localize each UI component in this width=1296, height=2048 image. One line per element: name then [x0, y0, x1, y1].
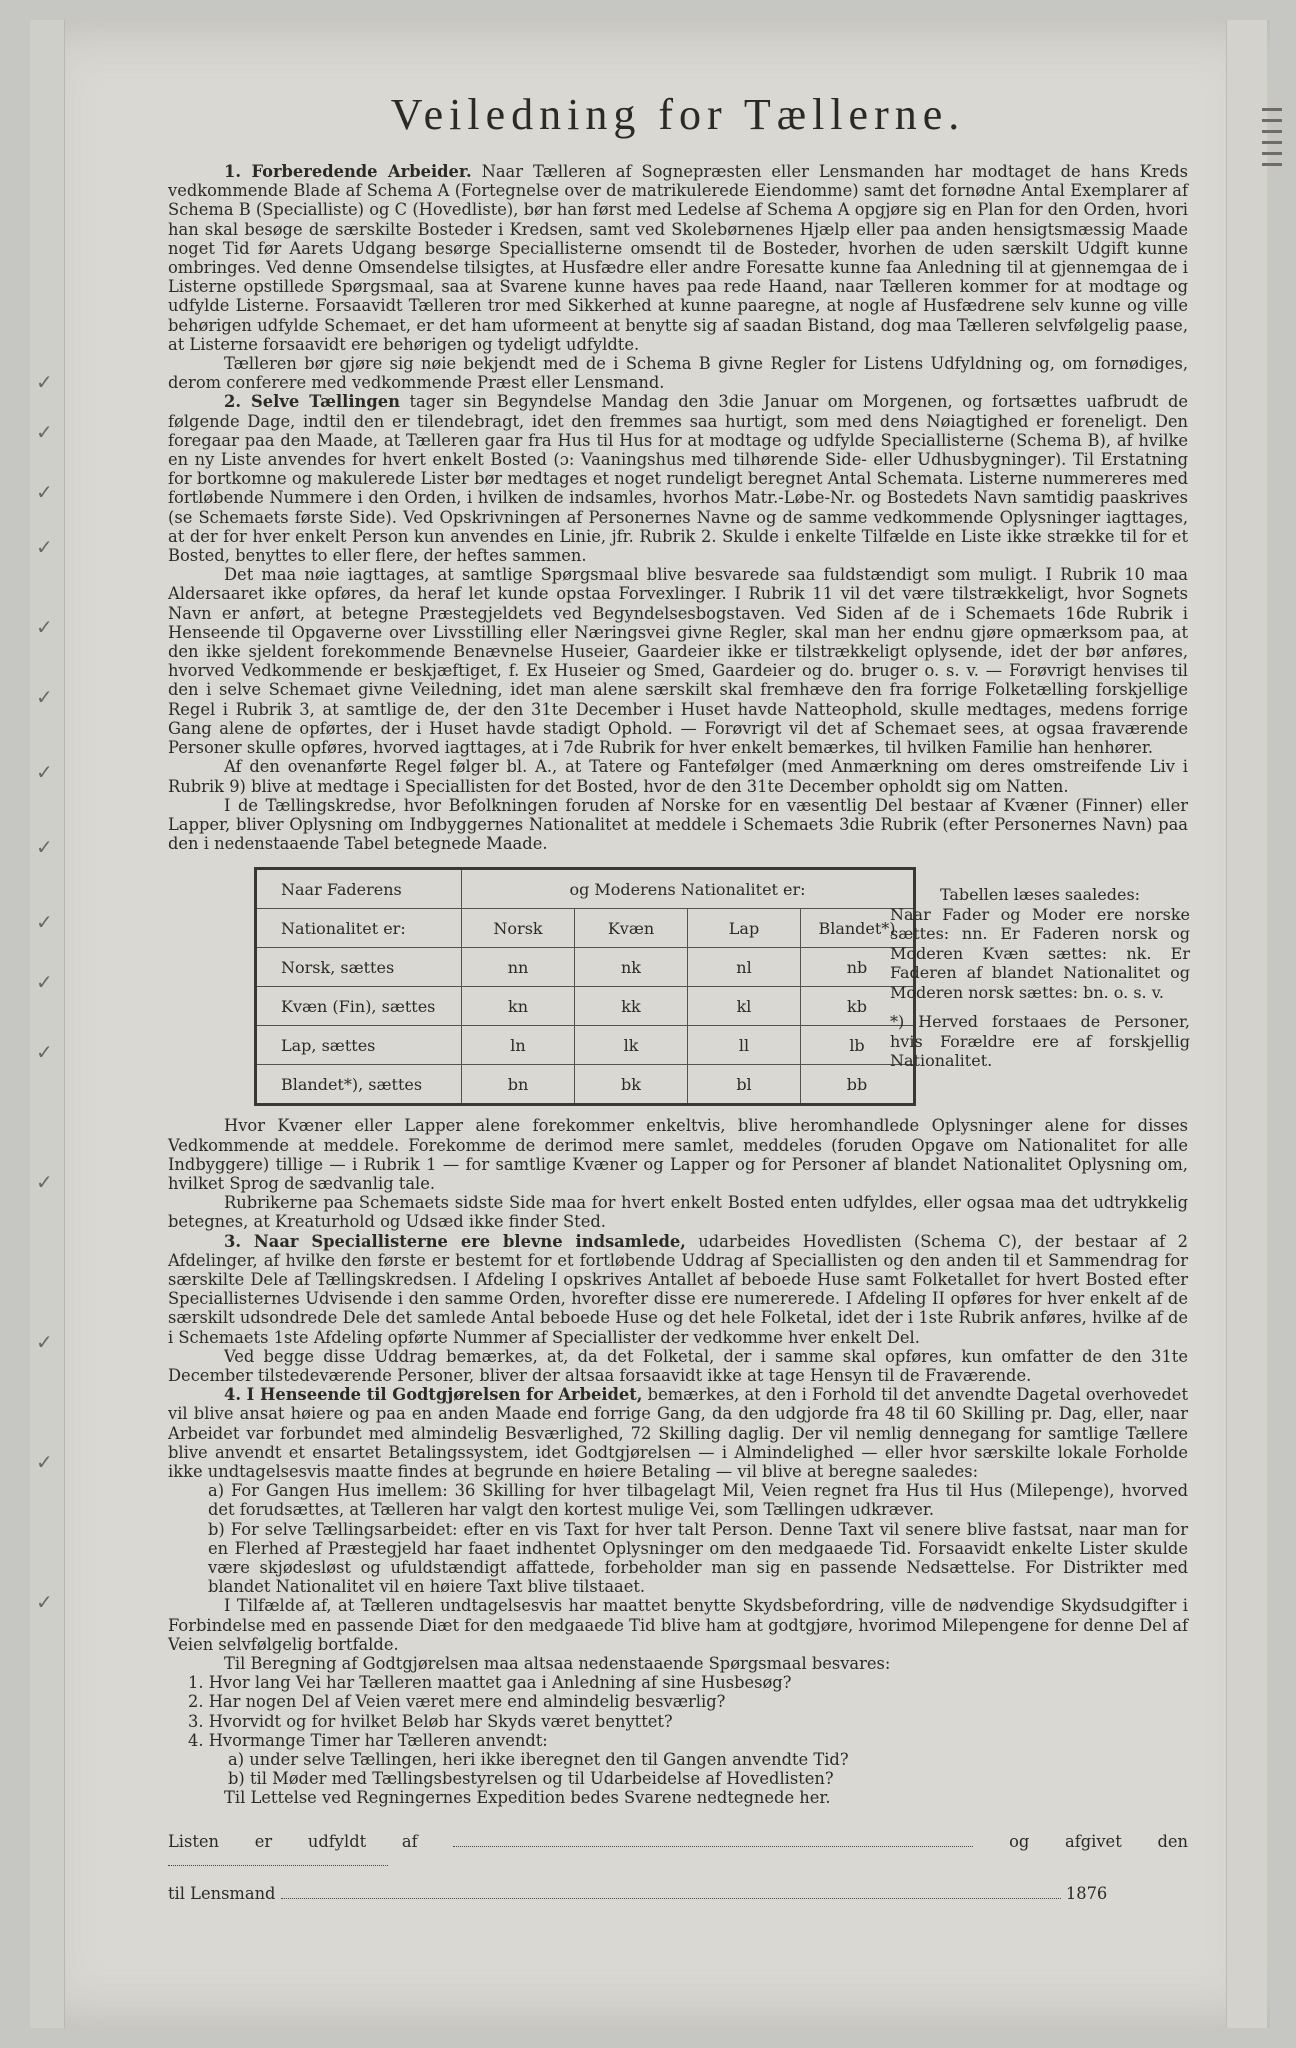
list-item: 1. Hvor lang Vei har Tælleren maattet gaa i Anledning af sine Husbesøg?: [188, 1673, 792, 1693]
section-4-item-a: a) For Gangen Hus imellem: 36 Skilling for hver tilbagelagt Mil, Veien regnet fra Hus til Hus (Milepenge), hvorved det forudsættes, at Tælleren har valgt den kortest mulige Vei, som Tællingen udkræver.: [208, 1481, 1188, 1520]
section-1-para-1: [168, 162, 1188, 354]
tick-mark: ✓: [36, 835, 53, 859]
tick-mark: ✓: [36, 1590, 53, 1614]
section-4-para-3: Til Beregning af Godtgjørelsen maa altsaa nedenstaaende Spørgsmaal besvares:: [224, 1654, 891, 1673]
delivered-label: og afgivet den: [1009, 1831, 1188, 1851]
section-4-item-b: b) For selve Tællingsarbeidet: efter en vis Taxt for hver talt Person. Denne Taxt vil senere blive fastsat, naar man for en Flerhed af Præstegjeld har faaet indhentet Oplysninger om den medgaaede Tid. Forsaavidt enkelte Lister skulde være skjødesløst og ufuldstændigt affattede, forbeholder man sig en passende Nedsættelse. For Distrikter med blandet Nationalitet vil en høiere Taxt blive tilstaaet.: [208, 1519, 1188, 1597]
table-row: [256, 1065, 915, 1105]
list-item: 2. Har nogen Del af Veien været mere end almindelig besværlig?: [188, 1692, 726, 1712]
lensmand-label: til Lensmand: [168, 1884, 276, 1904]
tick-mark: ✓: [36, 480, 53, 504]
table-cell: bn: [462, 1065, 575, 1105]
filled-by-label: Listen er udfyldt af: [168, 1831, 418, 1851]
page-title: Veiledning for Tællerne.: [390, 90, 966, 139]
row-label: Norsk, sættes: [256, 948, 462, 987]
section-2-text: tager sin Begyndelse Mandag den 3die Januar om Morgenen, og fortsættes uafbrudt de følgende Dage, indtil den er tilendebragt, idet den fremmes saa hurtigt, som med dens Nøiagtighed er foreneligt. Den foregaar paa den Maade, at Tælleren gaar fra Hus til Hus for at modtage og udfylde Speciallisterne (Schema B), af hvilke en ny Liste anvendes for hvert enkelt Bosted (ɔ: Vaaningshus med tilhørende Side- eller Udhusbygninger). Til Erstatning for bortkomne og makulerede Lister bør medtages et noget rundeligt beregnet Antal Schemata. Listerne nummereres med fortløbende Nummere i den Orden, i hvilken de indsamles, hvorhos Matr.-Løbe-Nr. og Bostedets Navn samtidig paaskrives (se Schemaets første Side). Ved Opskrivningen af Personernes Navne og de samme vedkommende Oplysninger iagttages, at der for hver enkelt Person kun anvendes en Linie, jfr. Rubrik 2. Skulde i enkelte Tilfælde en Liste ikke strække til for et Bosted, benyttes to eller flere, der heftes sammen.: [168, 392, 1188, 566]
tick-mark: ✓: [36, 1330, 53, 1354]
table-cell: lk: [575, 1026, 688, 1065]
table-cell: ln: [462, 1026, 575, 1065]
year: 1876: [1065, 1884, 1108, 1904]
table-header-father: Naar Faderens: [256, 869, 462, 909]
list-item: b) til Møder med Tællingsbestyrelsen og til Udarbeidelse af Hovedlisten?: [228, 1769, 834, 1789]
filled-by-blank[interactable]: [453, 1846, 973, 1847]
section-4-para-1: [168, 1385, 1188, 1481]
table-col-header: Kvæn: [575, 909, 688, 948]
filled-by-line: [168, 1832, 1188, 1870]
question-list: [168, 1673, 1188, 1807]
lensmand-line: [168, 1884, 1188, 1903]
table-cell: kb: [801, 987, 915, 1026]
table-col-header: Norsk: [462, 909, 575, 948]
section-2-heading: 2. Selve Tællingen: [224, 392, 400, 412]
table-col-header: Blandet*): [801, 909, 915, 948]
row-label: Blandet*), sættes: [256, 1065, 462, 1105]
closing-note: Til Lettelse ved Regningernes Expedition bedes Svarene nedtegnede her.: [224, 1788, 831, 1808]
table-cell: kn: [462, 987, 575, 1026]
section-2-para-5: Hvor Kvæner eller Lapper alene forekommer enkeltvis, blive heromhandlede Oplysninger alene for disses Vedkommende at meddele. Forekomme de derimod mere samlet, meddeles (foruden Opgave om Nationalitet for alle Indbyggere) tillige — i Rubrik 1 — for samtlige Kvæner og Lapper og for Personer af blandet Nationalitet Oplysning om, hvilket Sprog de sædvanlig tale.: [168, 1116, 1188, 1193]
section-1-heading: 1. Forberedende Arbeider.: [224, 162, 472, 181]
tick-mark: ✓: [36, 1450, 53, 1474]
section-4-text: bemærkes, at den i Forhold til det anvendte Dagetal overhovedet vil blive ansat høiere og paa en anden Maade end forrige Gang, da den udgjorde fra 48 til 60 Skilling pr. Dag, eller, naar Arbeidet var forbundet med almindelig Besværlighed, 72 Skilling daglig. Der vil nemlig dennegang for samtlige Tællere blive anvendt et ensartet Betalingssystem, idet Godtgjørelsen — i Almindelighed — eller hvor særskilte lokale Forholde ikke undtagelsesvis maatte findes at begrunde en høiere Betaling — vil blive at beregne saaledes:: [168, 1385, 1188, 1481]
table-cell: nb: [801, 948, 915, 987]
table-cell: lb: [801, 1026, 915, 1065]
binding-edge: [30, 20, 65, 2028]
table-row: [256, 948, 915, 987]
section-4-heading: 4. I Henseende til Godtgjørelsen for Arbeidet,: [224, 1385, 643, 1405]
table-explanation: [890, 885, 1190, 1071]
tick-mark: ✓: [36, 420, 53, 444]
section-3-para-2: Ved begge disse Uddrag bemærkes, at, da det Folketal, der i samme skal opføres, kun omfatter de den 31te December tilstedeværende Personer, bliver der altsaa forsaavidt ikke at tage Hensyn til de Fraværende.: [168, 1346, 1188, 1385]
nationality-table: [254, 867, 916, 1106]
row-label: Lap, sættes: [256, 1026, 462, 1065]
signature-block: [168, 1832, 1188, 1904]
table-cell: ll: [688, 1026, 801, 1065]
table-cell: nn: [462, 948, 575, 987]
section-2-para-3: Af den ovenanførte Regel følger bl. A., at Tatere og Fantefølger (med Anmærkning om deres omstreifende Liv i Rubrik 9) blive at medtage i Speciallisten for det Bosted, hvor de den 31te December opholdt sig om Natten.: [168, 757, 1188, 796]
section-3-heading: 3. Naar Speciallisterne ere blevne indsamlede,: [224, 1231, 686, 1251]
section-4-para-2: I Tilfælde af, at Tælleren undtagelsesvis har maattet benytte Skydsbefordring, ville de nødvendige Skydsudgifter i Forbindelse med en passende Diæt for den medgaaede Tid blive ham at godtgjøre, hvorimod Milepengene for denne Del af Veien selvfølgelig bortfalde.: [168, 1596, 1188, 1654]
table-cell: bl: [688, 1065, 801, 1105]
document-body: [168, 90, 1188, 1903]
section-3-text: udarbeides Hovedlisten (Schema C), der bestaar af 2 Afdelinger, af hvilke den første er bestemt for et fortløbende Uddrag af Speciallisten og den anden til et Sammendrag for særskilte Dele af Tællingskredsen. I Afdeling I opskrives Antallet af beboede Huse samt Folketallet for hvert Bosted efter Speciallisternes Udvisende i den samme Orden, hvorefter disse ere numererede. I Afdeling II opføres for hver enkelt af de særskilt udsondrede Dele det samlede Antal beboede Huse og det hele Folketal, idet der i 1ste Rubrik anføres, hvilke af de i Schemaets 1ste Afdeling opførte Nummer af Speciallister der vedkomme hver enkelt Del.: [168, 1231, 1188, 1347]
section-3-para-1: [168, 1232, 1188, 1347]
nationality-table-block: [168, 867, 1188, 1106]
tick-mark: ✓: [36, 685, 53, 709]
explanation-title: Tabellen læses saaledes:: [939, 885, 1141, 905]
explanation-text: Naar Fader og Moder ere norske sættes: nn. Er Faderen norsk og Moderen Kvæn sættes: nk. Er Faderen af blandet Nationalitet og Moderen norsk sættes: bn. o. s. v.: [890, 904, 1190, 1002]
section-1-text: Naar Tælleren af Sognepræsten eller Lensmanden har modtaget de hans Kreds vedkommende Blade af Schema A (Fortegnelse over de matrikulerede Eiendomme) samt det fornødne Antal Exemplarer af Schema B (Specialliste) og C (Hovedliste), bør han først med Ledelse af Schema A opgjøre sig en Plan for den Orden, hvori han skal besøge de særskilte Bosteder i Kredsen, samt ved Skolebørnenes Hjælp eller paa anden hensigtsmæssig Maade noget Tid før Aarets Udgang besørge Speciallisterne omsendt til de Bosteder, hvorhen de uden særskilt Udgift kunne ombringes. Ved denne Omsendelse tilsigtes, at Husfædre eller andre Foresatte kunne faa Anledning til at gjennemgaa de i Listerne opstillede Spørgsmaal, saa at Svarene kunne haves paa rede Haand, naar Tælleren kommer for at modtage og udfylde Listerne. Forsaavidt Tælleren tror med Sikkerhed at kunne paaregne, at nogle af Husfædrene selv kunne og ville behørigen udfylde Schemaet, er det ham uformeent at benytte sig af saadan Bistand, dog maa Tælleren selvfølgelig paase, at Listerne forsaavidt ere behørigen og tydeligt udfyldte.: [168, 162, 1188, 354]
lensmand-blank[interactable]: [281, 1898, 1061, 1899]
section-2-para-1: [168, 392, 1188, 565]
tick-mark: ✓: [36, 1040, 53, 1064]
table-header-mother: og Moderens Nationalitet er:: [462, 869, 915, 909]
table-cell: bb: [801, 1065, 915, 1105]
tick-mark: ✓: [36, 970, 53, 994]
table-row: [256, 1026, 915, 1065]
table-cell: nl: [688, 948, 801, 987]
date-blank[interactable]: [168, 1865, 388, 1866]
table-cell: kk: [575, 987, 688, 1026]
tick-mark: ✓: [36, 910, 53, 934]
table-header-father-2: Nationalitet er:: [256, 909, 462, 948]
list-item: 4. Hvormange Timer har Tælleren anvendt:: [188, 1730, 548, 1750]
tick-mark: ✓: [36, 535, 53, 559]
table-row: [256, 987, 915, 1026]
table-cell: kl: [688, 987, 801, 1026]
row-label: Kvæn (Fin), sættes: [256, 987, 462, 1026]
tick-mark: ✓: [36, 370, 53, 394]
table-col-header: Lap: [688, 909, 801, 948]
tick-mark: ✓: [36, 615, 53, 639]
fold-marks: [1262, 100, 1282, 174]
section-2-para-2: Det maa nøie iagttages, at samtlige Spørgsmaal blive besvarede saa fuldstændigt som muligt. I Rubrik 10 maa Aldersaaret ikke opføres, da heraf let kunde opstaa Forvexlinger. I Rubrik 11 vil det være tilstrækkeligt, hvor Sognets Navn er anført, at betegne Præstegjeldets ved Begyndelsesbogstaven. Ved Siden af de i Schemaets 16de Rubrik i Henseende til Opgaverne over Livsstilling eller Næringsvei givne Regler, skal man her endnu gjøre opmærksom paa, at den ikke sjeldent forekommende Benævnelse Huseier, Gaardeier ikke er tilstrækkeligt oplysende, idet der bør anføres, hvorved Vedkommende er beskjæftiget, f. Ex Huseier og Smed, Gaardeier og do. bruger o. s. v. — Forøvrigt henvises til den i selve Schemaet givne Veiledning, idet man alene særskilt skal fremhæve den fra forrige Folketælling forskjellige Regel i Rubrik 3, at samtlige de, der den 31te December i Huset havde Natteophold, skulle medtages, medens forrige Gang alene de opførtes, der i Huset havde stadigt Ophold. — Forøvrigt vil det af Schemaet sees, at ogsaa fraværende Personer skulle opføres, hvorved iagttages, at i 7de Rubrik for hver enkelt bemærkes, til hvilken Familie han henhører.: [168, 565, 1188, 758]
explanation-footnote: *) Herved forstaaes de Personer, hvis Forældre ere af forskjellig Nationalitet.: [890, 1012, 1190, 1071]
list-item: 3. Hvorvidt og for hvilket Beløb har Skyds været benyttet?: [188, 1711, 673, 1731]
list-item: a) under selve Tællingen, heri ikke iberegnet den til Gangen anvendte Tid?: [228, 1750, 849, 1770]
section-1-para-2: Tælleren bør gjøre sig nøie bekjendt med de i Schema B givne Regler for Listens Udfyldning og, om fornødiges, derom conferere med vedkommende Præst eller Lensmand.: [168, 354, 1188, 393]
adjacent-page-strip: [1226, 20, 1267, 2028]
table-cell: nk: [575, 948, 688, 987]
tick-mark: ✓: [36, 1170, 53, 1194]
table-cell: bk: [575, 1065, 688, 1105]
section-2-para-4: I de Tællingskredse, hvor Befolkningen foruden af Norske for en væsentlig Del bestaar af Kvæner (Finner) eller Lapper, bliver Oplysning om Indbyggernes Nationalitet at meddele i Schemaets 3die Rubrik (efter Personernes Navn) paa den i nedenstaaende Tabel betegnede Maade.: [168, 795, 1188, 854]
tick-mark: ✓: [36, 760, 53, 784]
section-2-para-6: Rubrikerne paa Schemaets sidste Side maa for hvert enkelt Bosted enten udfyldes, eller ogsaa maa det udtrykkelig betegnes, at Kreaturhold og Udsæd ikke finder Sted.: [168, 1193, 1188, 1232]
